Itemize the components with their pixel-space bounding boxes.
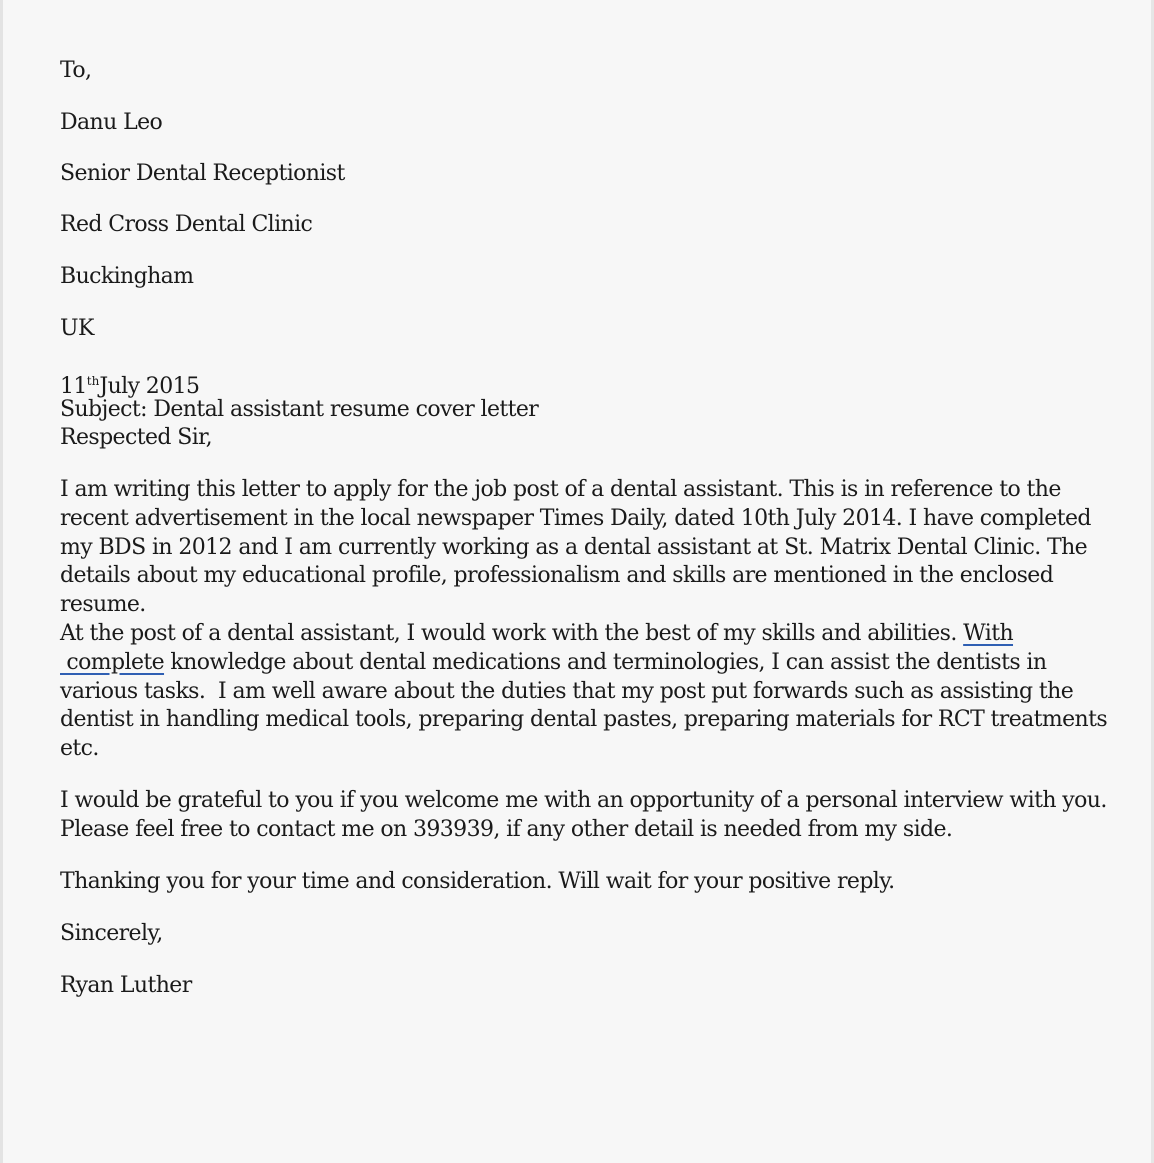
- closing: Sincerely,: [60, 921, 163, 946]
- recipient-organization: Red Cross Dental Clinic: [60, 212, 313, 237]
- paragraph1-line: details about my educational profile, professionalism and skills are mentioned in the enclosed: [60, 563, 1054, 588]
- paragraph2-text: knowledge about dental medications and terminologies, I can assist the dentists in: [164, 650, 1047, 675]
- paragraph1-line: resume.: [60, 592, 146, 617]
- paragraph2-line: various tasks. I am well aware about the duties that my post put forwards such as assisting the: [60, 679, 1074, 704]
- paragraph1-line: I am writing this letter to apply for the job post of a dental assistant. This is in reference to the: [60, 477, 1061, 502]
- recipient-title: Senior Dental Receptionist: [60, 161, 345, 186]
- paragraph3-line: I would be grateful to you if you welcome me with an opportunity of a personal interview with you.: [60, 788, 1107, 813]
- recipient-name: Danu Leo: [60, 110, 163, 135]
- greeting: Respected Sir,: [60, 425, 213, 450]
- paragraph2-line: [60, 649, 1046, 677]
- signature-name: Ryan Luther: [60, 973, 192, 998]
- grammar-flag-text[interactable]: complete: [60, 650, 165, 675]
- paragraph2-text: At the post of a dental assistant, I would work with the best of my skills and abilities.: [60, 621, 964, 646]
- to-label: To,: [60, 58, 92, 83]
- paragraph2-line: dentist in handling medical tools, preparing dental pastes, preparing materials for RCT treatments: [60, 707, 1108, 732]
- grammar-flag-text[interactable]: With: [963, 621, 1014, 646]
- date-rest: July 2015: [99, 374, 200, 399]
- thanks-line: Thanking you for your time and consideration. Will wait for your positive reply.: [60, 869, 895, 894]
- paragraph2-line: etc.: [60, 736, 99, 761]
- recipient-city: Buckingham: [60, 264, 194, 289]
- paragraph3-line: Please feel free to contact me on 393939, if any other detail is needed from my side.: [60, 817, 953, 842]
- date-day: 11: [60, 374, 87, 399]
- paragraph1-line: my BDS in 2012 and I am currently working as a dental assistant at St. Matrix Dental Clinic. The: [60, 535, 1088, 560]
- paragraph2-line: [60, 620, 1013, 648]
- subject-line: Subject: Dental assistant resume cover letter: [60, 397, 539, 422]
- paragraph1-line: recent advertisement in the local newspaper Times Daily, dated 10th July 2014. I have completed: [60, 506, 1091, 531]
- recipient-country: UK: [60, 316, 94, 341]
- date-suffix: th: [86, 374, 100, 388]
